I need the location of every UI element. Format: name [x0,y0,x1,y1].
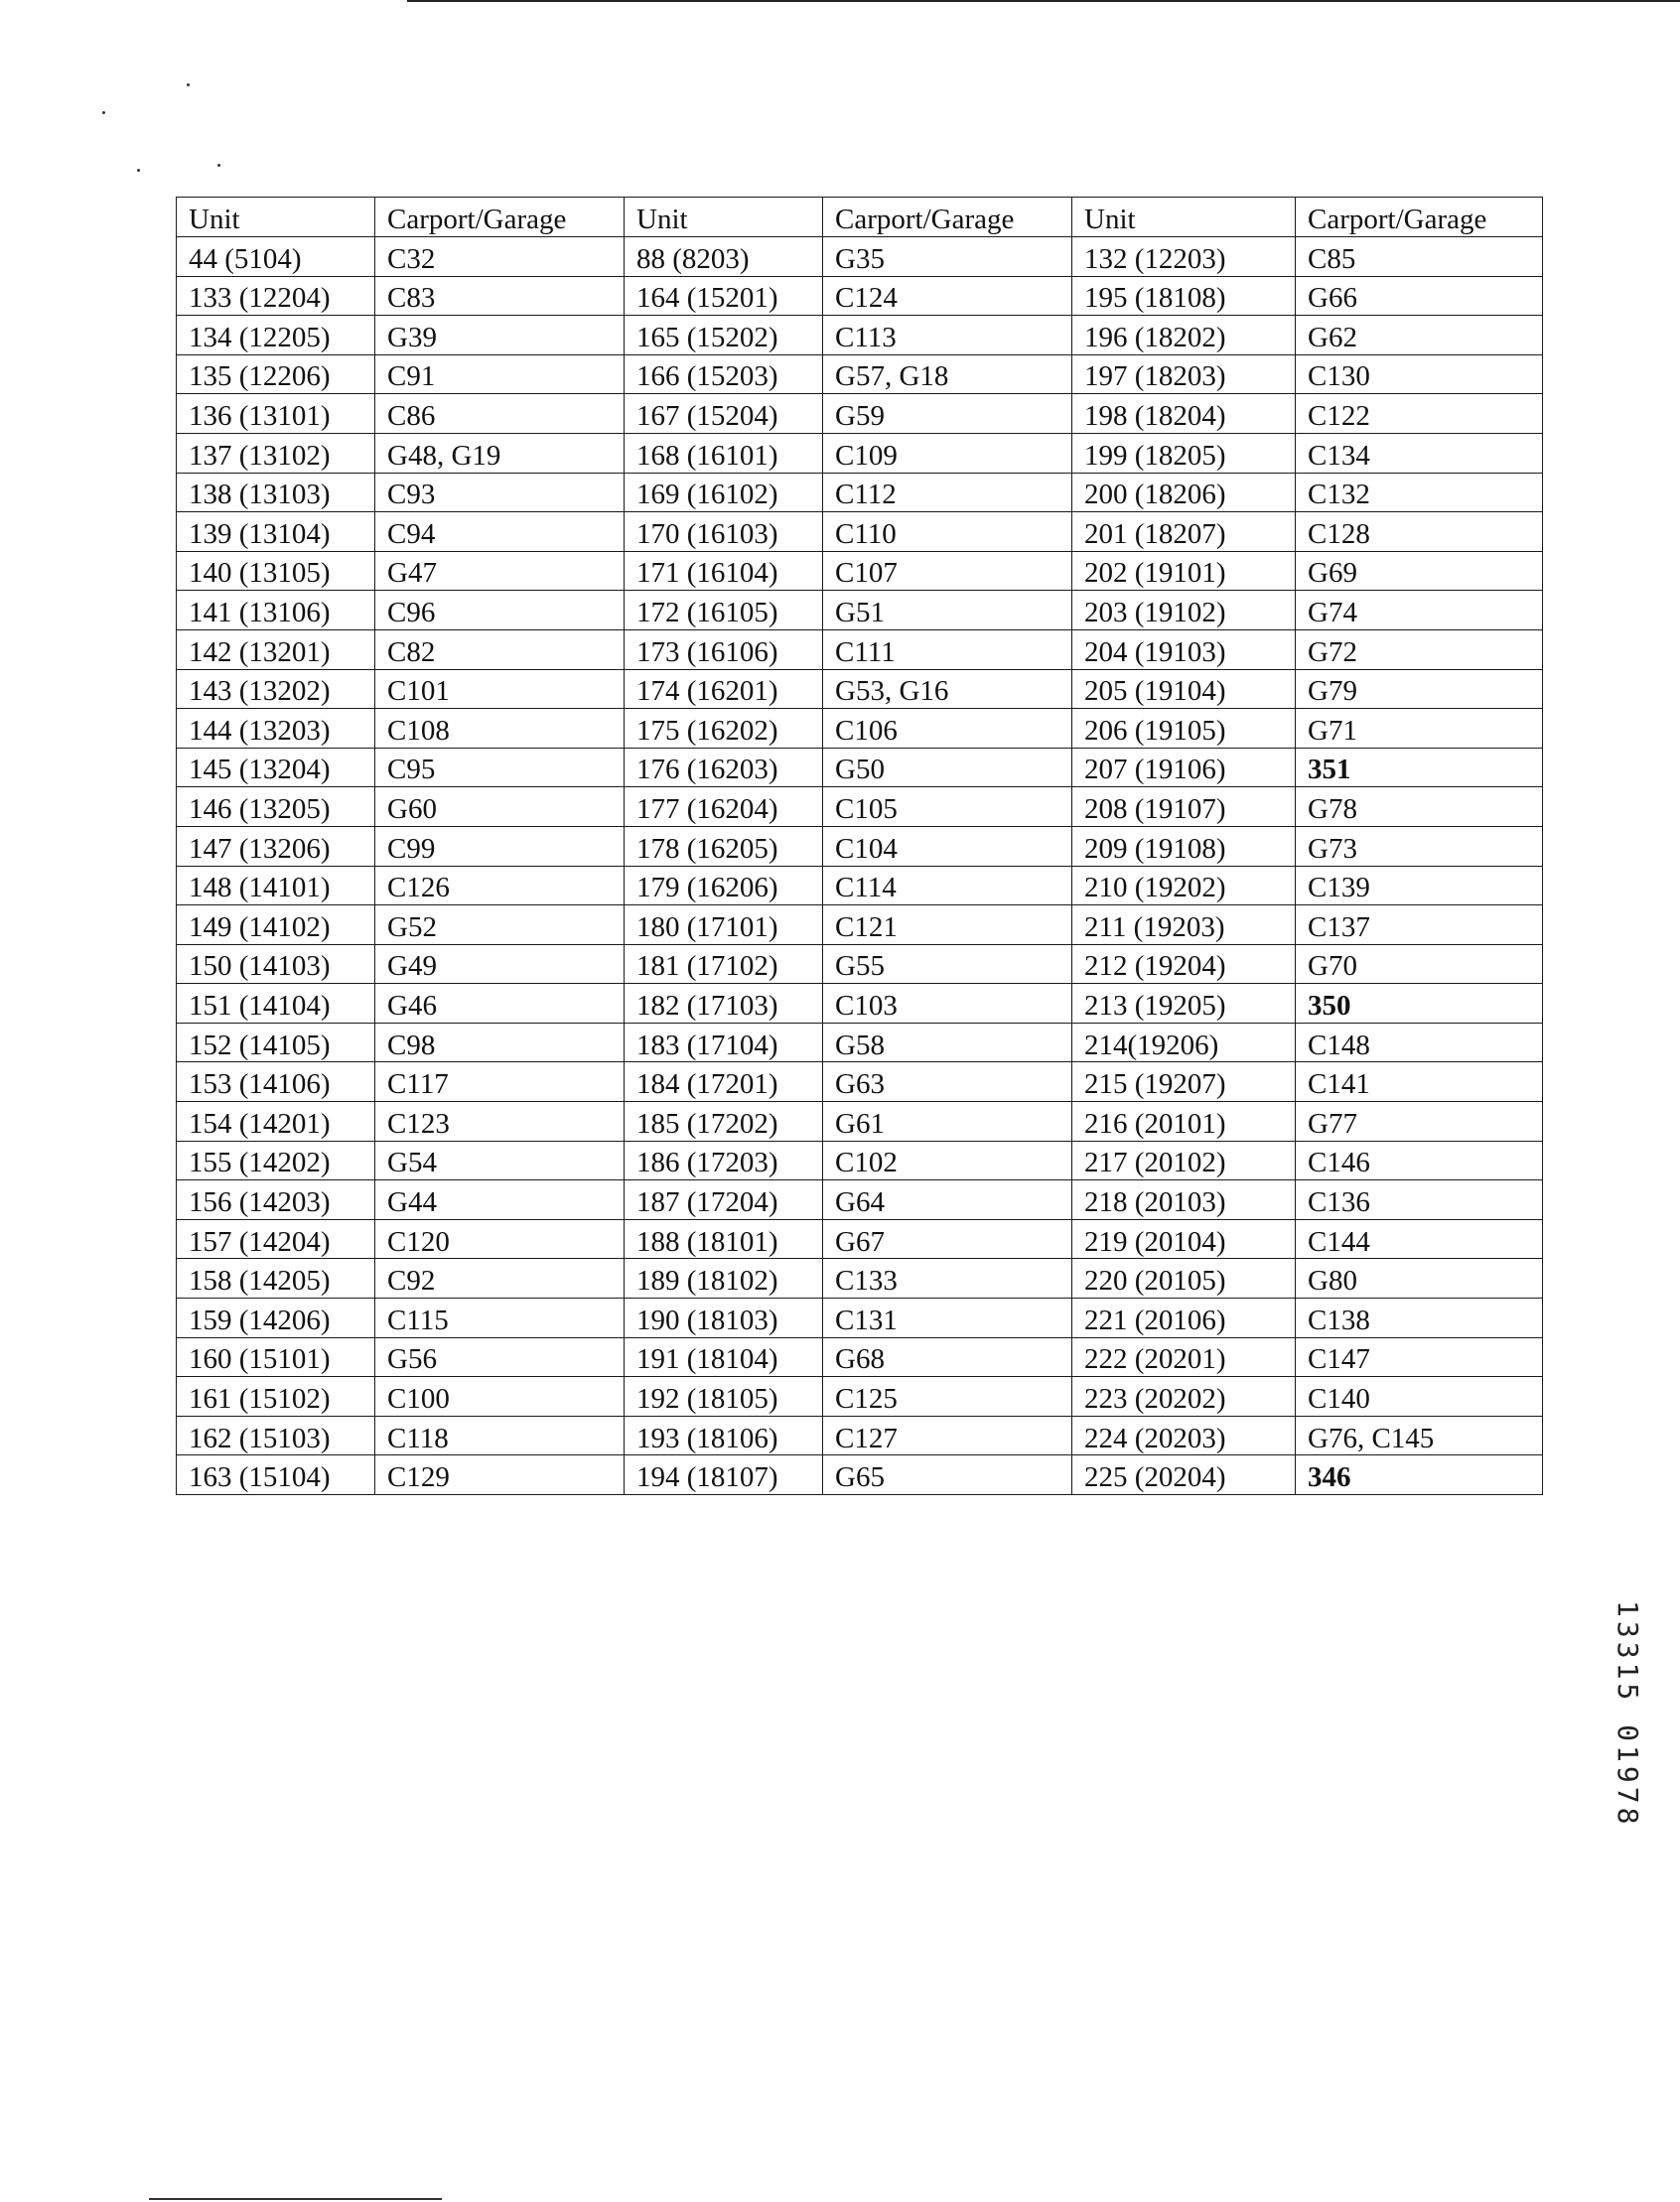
unit-cell: 181 (17102) [625,944,823,984]
carport-garage-cell: G72 [1296,629,1543,669]
unit-cell: 136 (13101) [177,394,375,434]
table-row [177,748,1543,787]
table-row [177,905,1543,945]
unit-cell: 183 (17104) [625,1023,823,1062]
carport-garage-cell: G65 [823,1455,1072,1495]
table-row [177,473,1543,512]
carport-garage-cell: C82 [375,629,625,669]
unit-cell: 189 (18102) [625,1259,823,1299]
carport-garage-cell: C127 [823,1416,1072,1455]
unit-cell: 211 (19203) [1072,905,1296,945]
carport-garage-cell: C109 [823,433,1072,473]
table-row [177,944,1543,984]
unit-cell: 195 (18108) [1072,276,1296,316]
unit-cell: 172 (16105) [625,591,823,630]
carport-garage-cell: G61 [823,1102,1072,1142]
carport-garage-cell: C128 [1296,512,1543,552]
carport-garage-cell: C136 [1296,1180,1543,1220]
carport-garage-cell: G44 [375,1180,625,1220]
unit-cell: 205 (19104) [1072,669,1296,709]
scan-speck [217,164,220,167]
column-header-unit: Unit [1072,198,1296,237]
carport-garage-cell: C105 [823,787,1072,827]
unit-cell: 216 (20101) [1072,1102,1296,1142]
carport-garage-cell: G69 [1296,551,1543,591]
unit-cell: 207 (19106) [1072,748,1296,787]
unit-cell: 161 (15102) [177,1377,375,1417]
unit-cell: 145 (13204) [177,748,375,787]
unit-cell: 143 (13202) [177,669,375,709]
table-row [177,1062,1543,1102]
unit-cell: 202 (19101) [1072,551,1296,591]
table-row [177,1219,1543,1259]
carport-garage-cell: C144 [1296,1219,1543,1259]
carport-garage-cell: G39 [375,316,625,355]
unit-cell: 88 (8203) [625,237,823,277]
carport-garage-cell: C95 [375,748,625,787]
unit-cell: 191 (18104) [625,1337,823,1377]
carport-garage-cell: C110 [823,512,1072,552]
scan-speck [102,111,105,114]
carport-garage-cell: C137 [1296,905,1543,945]
carport-garage-cell: G60 [375,787,625,827]
carport-garage-cell: G35 [823,237,1072,277]
column-header-carport-garage: Carport/Garage [823,198,1072,237]
table-row [177,826,1543,866]
unit-cell: 134 (12205) [177,316,375,355]
table-row [177,1337,1543,1377]
carport-garage-cell: C117 [375,1062,625,1102]
unit-cell: 132 (12203) [1072,237,1296,277]
carport-garage-cell: G62 [1296,316,1543,355]
carport-garage-cell: G64 [823,1180,1072,1220]
unit-cell: 157 (14204) [177,1219,375,1259]
unit-cell: 140 (13105) [177,551,375,591]
carport-garage-cell: C100 [375,1377,625,1417]
table-row [177,1141,1543,1180]
carport-garage-cell: C86 [375,394,625,434]
unit-cell: 162 (15103) [177,1416,375,1455]
carport-garage-cell: G70 [1296,944,1543,984]
unit-cell: 213 (19205) [1072,984,1296,1024]
carport-garage-cell: C134 [1296,433,1543,473]
bates-number: 13315 01978 [1611,1600,1644,1829]
unit-cell: 148 (14101) [177,866,375,905]
carport-garage-cell: C102 [823,1141,1072,1180]
unit-cell: 160 (15101) [177,1337,375,1377]
unit-cell: 184 (17201) [625,1062,823,1102]
carport-garage-cell: C132 [1296,473,1543,512]
unit-cell: 197 (18203) [1072,354,1296,394]
carport-garage-cell: C114 [823,866,1072,905]
unit-cell: 220 (20105) [1072,1259,1296,1299]
carport-garage-cell: C101 [375,669,625,709]
unit-cell: 178 (16205) [625,826,823,866]
carport-garage-cell: C99 [375,826,625,866]
carport-garage-cell: C107 [823,551,1072,591]
carport-garage-cell: G49 [375,944,625,984]
table-row [177,316,1543,355]
carport-garage-cell: 346 [1296,1455,1543,1495]
table-row [177,237,1543,277]
unit-cell: 173 (16106) [625,629,823,669]
unit-cell: 166 (15203) [625,354,823,394]
unit-cell: 203 (19102) [1072,591,1296,630]
carport-garage-cell: G76, C145 [1296,1416,1543,1455]
carport-garage-cell: C94 [375,512,625,552]
table-row [177,1416,1543,1455]
unit-cell: 158 (14205) [177,1259,375,1299]
table-row [177,866,1543,905]
carport-garage-cell: G46 [375,984,625,1024]
unit-cell: 177 (16204) [625,787,823,827]
carport-garage-cell: C111 [823,629,1072,669]
carport-garage-cell: G47 [375,551,625,591]
carport-garage-cell: C118 [375,1416,625,1455]
unit-cell: 210 (19202) [1072,866,1296,905]
unit-cell: 190 (18103) [625,1299,823,1338]
carport-garage-cell: G71 [1296,709,1543,749]
carport-garage-cell: C113 [823,316,1072,355]
unit-cell: 170 (16103) [625,512,823,552]
table-row [177,1102,1543,1142]
table-row [177,1299,1543,1338]
carport-garage-cell: C108 [375,709,625,749]
carport-garage-cell: C123 [375,1102,625,1142]
carport-garage-cell: C120 [375,1219,625,1259]
carport-garage-cell: C106 [823,709,1072,749]
column-header-unit: Unit [625,198,823,237]
table-row [177,591,1543,630]
carport-garage-cell: C93 [375,473,625,512]
unit-cell: 141 (13106) [177,591,375,630]
unit-cell: 193 (18106) [625,1416,823,1455]
carport-garage-cell: C125 [823,1377,1072,1417]
table-row [177,1455,1543,1495]
unit-cell: 152 (14105) [177,1023,375,1062]
unit-cell: 225 (20204) [1072,1455,1296,1495]
unit-cell: 224 (20203) [1072,1416,1296,1455]
carport-garage-cell: G51 [823,591,1072,630]
unit-cell: 176 (16203) [625,748,823,787]
unit-cell: 144 (13203) [177,709,375,749]
carport-garage-cell: G48, G19 [375,433,625,473]
unit-cell: 186 (17203) [625,1141,823,1180]
carport-garage-cell: G58 [823,1023,1072,1062]
carport-garage-cell: G63 [823,1062,1072,1102]
unit-cell: 218 (20103) [1072,1180,1296,1220]
unit-cell: 182 (17103) [625,984,823,1024]
table-row [177,354,1543,394]
carport-garage-cell: G67 [823,1219,1072,1259]
unit-cell: 155 (14202) [177,1141,375,1180]
unit-cell: 149 (14102) [177,905,375,945]
carport-garage-cell: C98 [375,1023,625,1062]
scan-speck [137,169,140,172]
unit-cell: 221 (20106) [1072,1299,1296,1338]
unit-cell: 135 (12206) [177,354,375,394]
carport-garage-cell: C140 [1296,1377,1543,1417]
carport-garage-cell: 350 [1296,984,1543,1024]
table-row [177,512,1543,552]
table-row [177,433,1543,473]
unit-cell: 192 (18105) [625,1377,823,1417]
unit-cell: 188 (18101) [625,1219,823,1259]
carport-garage-cell: G78 [1296,787,1543,827]
carport-garage-cell: G80 [1296,1259,1543,1299]
carport-garage-cell: C141 [1296,1062,1543,1102]
unit-cell: 164 (15201) [625,276,823,316]
bottom-scan-edge-line [149,2198,442,2200]
unit-cell: 133 (12204) [177,276,375,316]
carport-garage-cell: C103 [823,984,1072,1024]
unit-cell: 168 (16101) [625,433,823,473]
table-row [177,1259,1543,1299]
carport-garage-cell: G53, G16 [823,669,1072,709]
unit-cell: 146 (13205) [177,787,375,827]
carport-garage-cell: C32 [375,237,625,277]
unit-cell: 154 (14201) [177,1102,375,1142]
unit-cell: 163 (15104) [177,1455,375,1495]
table-row [177,669,1543,709]
unit-cell: 151 (14104) [177,984,375,1024]
unit-cell: 217 (20102) [1072,1141,1296,1180]
unit-cell: 219 (20104) [1072,1219,1296,1259]
carport-garage-cell: C124 [823,276,1072,316]
carport-garage-cell: C122 [1296,394,1543,434]
table-row [177,984,1543,1024]
unit-cell: 167 (15204) [625,394,823,434]
unit-carport-garage-table [176,197,1543,1495]
unit-cell: 180 (17101) [625,905,823,945]
unit-cell: 138 (13103) [177,473,375,512]
carport-garage-cell: C92 [375,1259,625,1299]
carport-garage-cell: C126 [375,866,625,905]
carport-garage-cell: C146 [1296,1141,1543,1180]
unit-cell: 201 (18207) [1072,512,1296,552]
unit-cell: 199 (18205) [1072,433,1296,473]
table-body [177,237,1543,1495]
unit-cell: 44 (5104) [177,237,375,277]
table-header-row [177,198,1543,237]
carport-garage-cell: C129 [375,1455,625,1495]
carport-garage-cell: C121 [823,905,1072,945]
unit-cell: 198 (18204) [1072,394,1296,434]
unit-cell: 196 (18202) [1072,316,1296,355]
unit-cell: 171 (16104) [625,551,823,591]
bates-stamp [1609,1600,1648,1868]
column-header-carport-garage: Carport/Garage [1296,198,1543,237]
table-row [177,276,1543,316]
column-header-unit: Unit [177,198,375,237]
unit-cell: 174 (16201) [625,669,823,709]
carport-garage-cell: G55 [823,944,1072,984]
unit-cell: 204 (19103) [1072,629,1296,669]
unit-cell: 142 (13201) [177,629,375,669]
unit-cell: 159 (14206) [177,1299,375,1338]
carport-garage-cell: C148 [1296,1023,1543,1062]
carport-garage-cell: G73 [1296,826,1543,866]
carport-garage-cell: G56 [375,1337,625,1377]
unit-cell: 200 (18206) [1072,473,1296,512]
carport-garage-cell: G74 [1296,591,1543,630]
carport-garage-cell: G79 [1296,669,1543,709]
unit-cell: 175 (16202) [625,709,823,749]
carport-garage-cell: C131 [823,1299,1072,1338]
unit-cell: 194 (18107) [625,1455,823,1495]
carport-garage-cell: C91 [375,354,625,394]
carport-garage-cell: C130 [1296,354,1543,394]
unit-cell: 156 (14203) [177,1180,375,1220]
carport-garage-cell: G66 [1296,276,1543,316]
carport-garage-cell: G50 [823,748,1072,787]
unit-cell: 222 (20201) [1072,1337,1296,1377]
unit-cell: 185 (17202) [625,1102,823,1142]
column-header-carport-garage: Carport/Garage [375,198,625,237]
carport-garage-cell: C115 [375,1299,625,1338]
table-row [177,551,1543,591]
unit-cell: 179 (16206) [625,866,823,905]
table-row [177,787,1543,827]
unit-cell: 209 (19108) [1072,826,1296,866]
unit-cell: 137 (13102) [177,433,375,473]
unit-cell: 206 (19105) [1072,709,1296,749]
unit-cell: 214(19206) [1072,1023,1296,1062]
carport-garage-cell: C104 [823,826,1072,866]
carport-garage-cell: 351 [1296,748,1543,787]
carport-garage-cell: C83 [375,276,625,316]
unit-cell: 150 (14103) [177,944,375,984]
carport-garage-cell: C147 [1296,1337,1543,1377]
carport-garage-cell: G68 [823,1337,1072,1377]
top-scan-edge-line [407,0,1680,2]
table-row [177,1023,1543,1062]
unit-cell: 223 (20202) [1072,1377,1296,1417]
carport-garage-cell: G77 [1296,1102,1543,1142]
table-row [177,1180,1543,1220]
scan-speck [187,83,190,86]
carport-garage-cell: C85 [1296,237,1543,277]
table-row [177,709,1543,749]
unit-cell: 147 (13206) [177,826,375,866]
carport-garage-cell: C96 [375,591,625,630]
unit-cell: 153 (14106) [177,1062,375,1102]
carport-garage-cell: G57, G18 [823,354,1072,394]
carport-garage-cell: C138 [1296,1299,1543,1338]
table-row [177,1377,1543,1417]
unit-cell: 215 (19207) [1072,1062,1296,1102]
unit-cell: 212 (19204) [1072,944,1296,984]
unit-cell: 169 (16102) [625,473,823,512]
table-row [177,629,1543,669]
carport-garage-cell: G59 [823,394,1072,434]
unit-cell: 165 (15202) [625,316,823,355]
table-row [177,394,1543,434]
unit-cell: 139 (13104) [177,512,375,552]
carport-garage-cell: G52 [375,905,625,945]
carport-garage-cell: C112 [823,473,1072,512]
carport-garage-cell: G54 [375,1141,625,1180]
unit-cell: 208 (19107) [1072,787,1296,827]
carport-garage-cell: C133 [823,1259,1072,1299]
carport-garage-cell: C139 [1296,866,1543,905]
unit-cell: 187 (17204) [625,1180,823,1220]
